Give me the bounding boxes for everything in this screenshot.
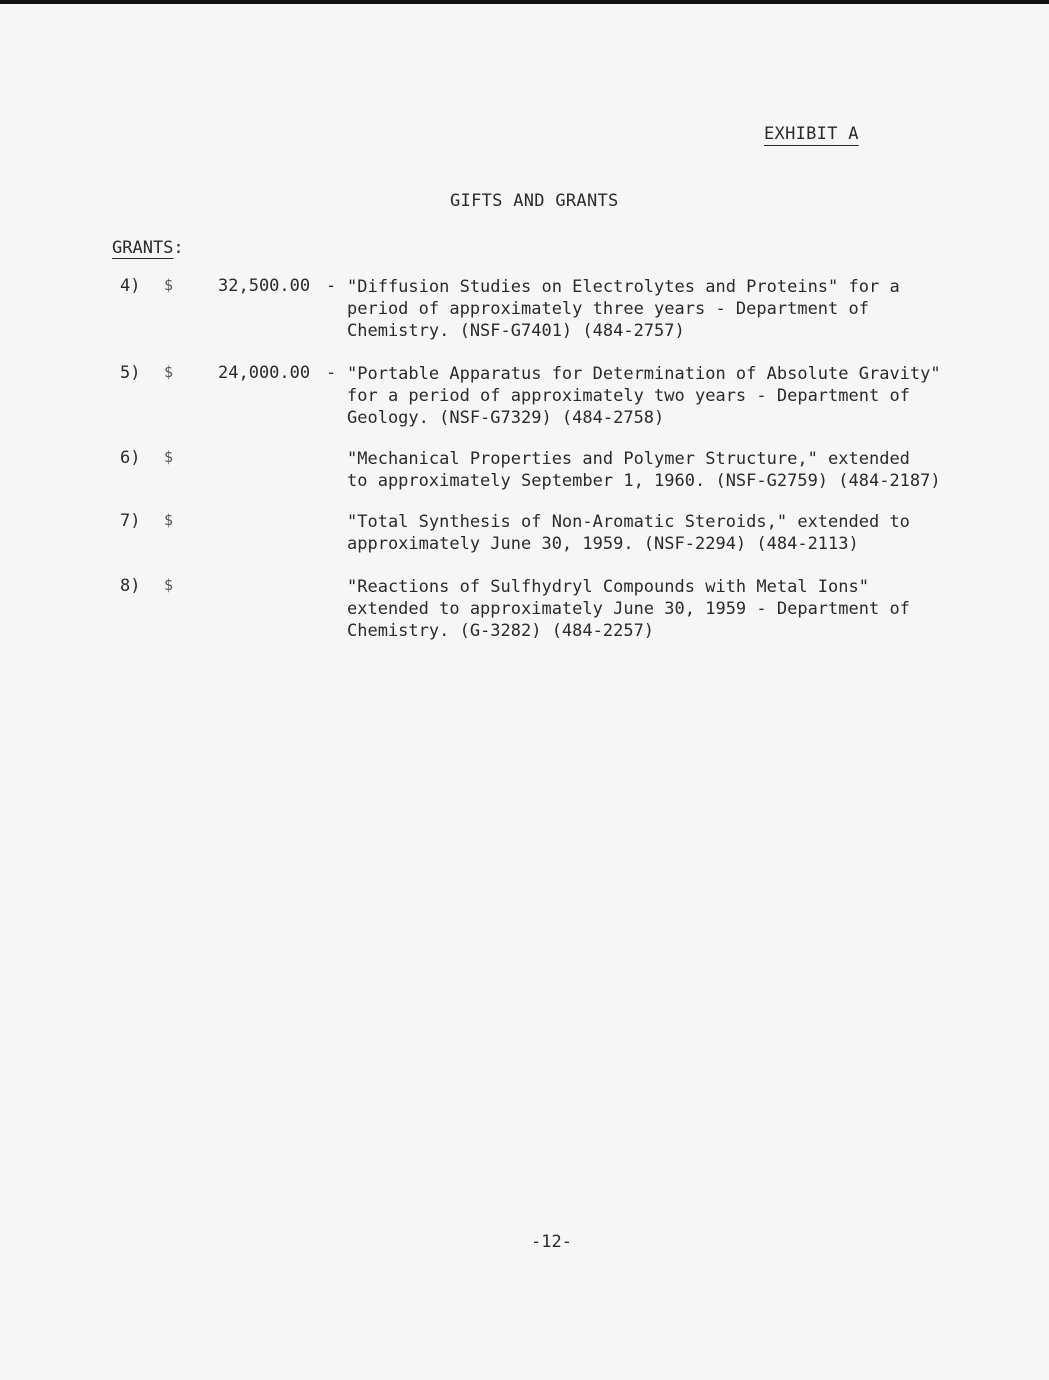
amount-dash: - [326,276,337,296]
grant-description [347,576,977,642]
description-line: "Portable Apparatus for Determination of Absolute Gravity" [347,364,941,384]
grant-number: 8) [120,576,141,596]
page-number: -12- [531,1232,572,1252]
description-line: "Reactions of Sulfhydryl Compounds with Metal Ions" [347,577,869,597]
description-line: for a period of approximately two years - Department of [347,386,910,406]
grant-description [347,511,977,555]
dollar-sign: $ [164,576,174,594]
grant-description [347,276,977,342]
grant-number: 4) [120,276,141,296]
description-line: to approximately September 1, 1960. (NSF-G2759) (484-2187) [347,471,941,491]
description-line: period of approximately three years - Department of [347,299,869,319]
description-line: approximately June 30, 1959. (NSF-2294) (484-2113) [347,534,859,554]
document-title: GIFTS AND GRANTS [450,191,619,211]
section-heading-text: GRANTS [112,238,174,258]
amount-dash: - [326,363,337,383]
description-line: Chemistry. (G-3282) (484-2257) [347,621,655,641]
dollar-sign: $ [164,363,174,381]
dollar-sign: $ [164,276,174,294]
description-line: Chemistry. (NSF-G7401) (484-2757) [347,321,685,341]
dollar-sign: $ [164,448,174,466]
grant-amount: 24,000.00 [218,363,311,383]
section-heading [112,238,184,258]
description-line: Geology. (NSF-G7329) (484-2758) [347,408,665,428]
section-heading-colon: : [173,238,184,258]
grant-amount: 32,500.00 [218,276,311,296]
dollar-sign: $ [164,511,174,529]
grant-description [347,448,977,492]
grant-description [347,363,977,429]
exhibit-label: EXHIBIT A [764,124,859,144]
description-line: extended to approximately June 30, 1959 - Department of [347,599,910,619]
grant-number: 6) [120,448,141,468]
grant-number: 7) [120,511,141,531]
description-line: "Diffusion Studies on Electrolytes and Proteins" for a [347,277,900,297]
description-line: "Mechanical Properties and Polymer Structure," extended [347,449,910,469]
description-line: "Total Synthesis of Non-Aromatic Steroids," extended to [347,512,910,532]
grant-number: 5) [120,363,141,383]
